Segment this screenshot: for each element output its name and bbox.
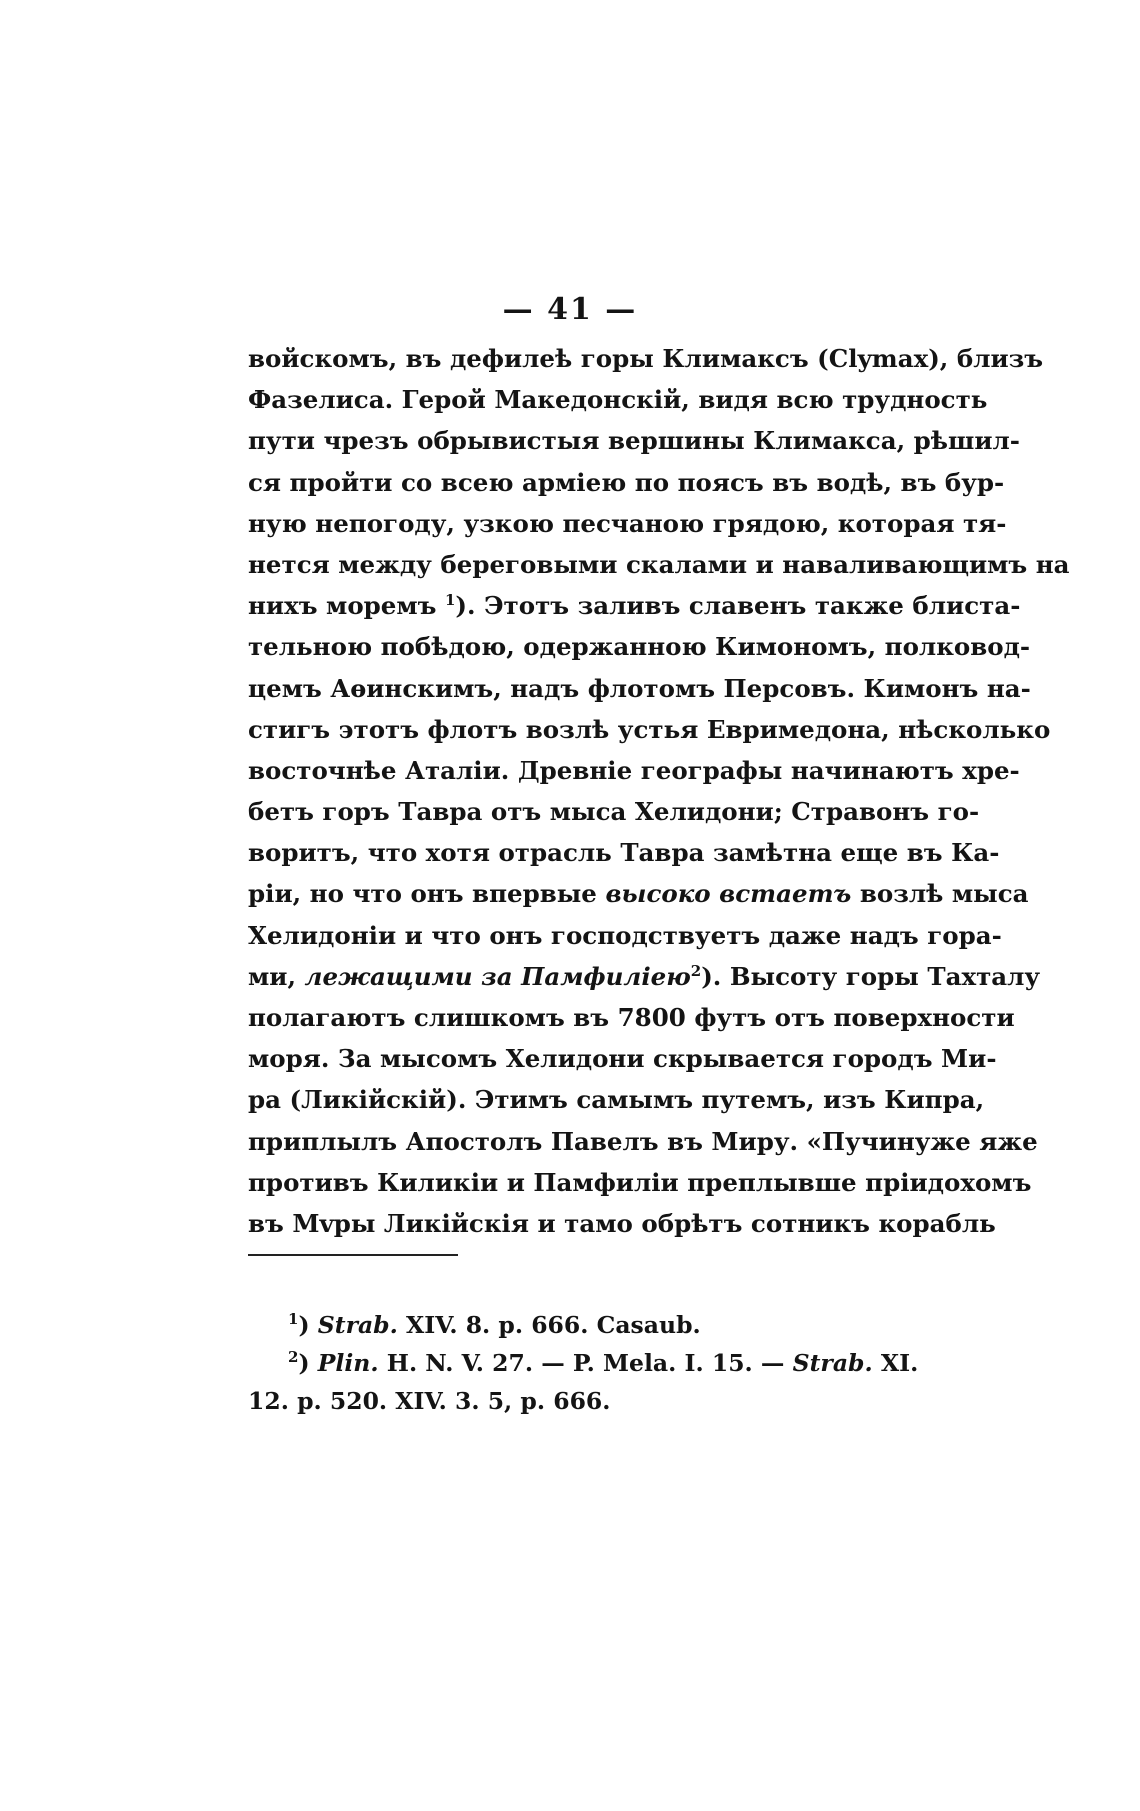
text-line: нется между береговыми скалами и наваливающимъ на bbox=[248, 549, 1070, 579]
text-line: ся пройти со всею арміею по поясъ въ водѣ, въ бур- bbox=[248, 467, 1005, 497]
footnote-1: $^1$) Strab. XIV. 8. p. 666. Casaub. bbox=[288, 1310, 701, 1339]
text-line: моря. За мысомъ Хелидони скрывается городъ Ми- bbox=[248, 1044, 997, 1074]
footnote-source: Plin. bbox=[317, 1349, 379, 1377]
footnote-text: H. N. V. 27. — P. Mela. I. 15. — bbox=[386, 1349, 785, 1377]
text-segment: ). Высоту горы Тахталу bbox=[701, 961, 1041, 991]
text-line: ра (Ликійскій). Этимъ самымъ путемъ, изъ Кипра, bbox=[248, 1085, 985, 1115]
italic-phrase: высоко встаетъ bbox=[605, 879, 852, 909]
text-line: войскомъ, въ дефилеѣ горы Климаксъ (Clymax), близъ bbox=[248, 344, 1044, 373]
footnote-source: Strab. bbox=[792, 1349, 873, 1377]
footnote-divider bbox=[248, 1254, 458, 1256]
text-line: тельною побѣдою, одержанною Кимономъ, полковод- bbox=[248, 632, 1031, 662]
text-segment: ). Этотъ заливъ славенъ также блиста- bbox=[455, 591, 1021, 621]
footnote-marker: 2 bbox=[288, 1348, 299, 1367]
text-line: ную непогоду, узкою песчаною грядою, которая тя- bbox=[248, 508, 1007, 538]
footnote-2-continuation: 12. p. 520. XIV. 3. 5, p. 666. bbox=[248, 1387, 611, 1415]
footnote-ref-1: 1 bbox=[444, 590, 456, 609]
text-line: полагаютъ слишкомъ въ 7800 футъ отъ поверхности bbox=[248, 1003, 1015, 1032]
text-segment: ми, bbox=[248, 961, 296, 991]
text-line: въ Мvры Ликійскія и тамо обрѣтъ сотникъ корабль bbox=[248, 1208, 996, 1238]
text-line bbox=[248, 585, 1021, 626]
text-line: пути чрезъ обрывистыя вершины Климакса, рѣшил- bbox=[248, 426, 1020, 456]
footnote-source: Strab. bbox=[317, 1311, 398, 1339]
footnote-text: XIV. 8. p. 666. Casaub. bbox=[405, 1311, 701, 1339]
text-line: воритъ, что хотя отрасль Тавра замѣтна еще въ Ка- bbox=[248, 838, 1000, 868]
footnote-marker: 1 bbox=[288, 1310, 299, 1329]
text-line: Фазелиса. Герой Македонскій, видя всю трудность bbox=[248, 385, 988, 415]
text-line: приплылъ Апостолъ Павелъ въ Миру. «Пучинуже яже bbox=[248, 1126, 1038, 1156]
text-line: восточнѣе Аталіи. Древніе географы начинаютъ хре- bbox=[248, 755, 1020, 785]
text-segment: возлѣ мыса bbox=[859, 879, 1029, 909]
text-line: Хелидоніи и что онъ господствуетъ даже надъ гора- bbox=[248, 920, 1002, 950]
italic-phrase: лежащими за Памфиліею bbox=[304, 961, 691, 991]
page-number: — 41 — bbox=[502, 292, 638, 327]
text-line: стигъ этотъ флотъ возлѣ устья Евримедона, нѣсколько bbox=[248, 714, 1051, 744]
text-line: цемъ Аѳинскимъ, надъ флотомъ Персовъ. Кимонъ на- bbox=[248, 673, 1031, 703]
text-line bbox=[248, 873, 1029, 914]
text-line bbox=[248, 956, 1041, 997]
footnote-text: XI. bbox=[880, 1349, 919, 1377]
main-text bbox=[248, 338, 1070, 1244]
footnote-ref-2: 2 bbox=[690, 961, 702, 980]
footnote-2: $^2$) Plin. H. N. V. 27. — P. Mela. I. 15. — Strab. XI. bbox=[288, 1348, 919, 1377]
text-line: бетъ горъ Тавра отъ мыса Хелидони; Стравонъ го- bbox=[248, 797, 980, 827]
text-line: противъ Киликіи и Памфиліи преплывше пріидохомъ bbox=[248, 1167, 1032, 1197]
text-segment: ріи, но что онъ впервые bbox=[248, 879, 597, 909]
footnotes bbox=[248, 1306, 919, 1420]
text-segment: нихъ моремъ bbox=[248, 591, 437, 621]
